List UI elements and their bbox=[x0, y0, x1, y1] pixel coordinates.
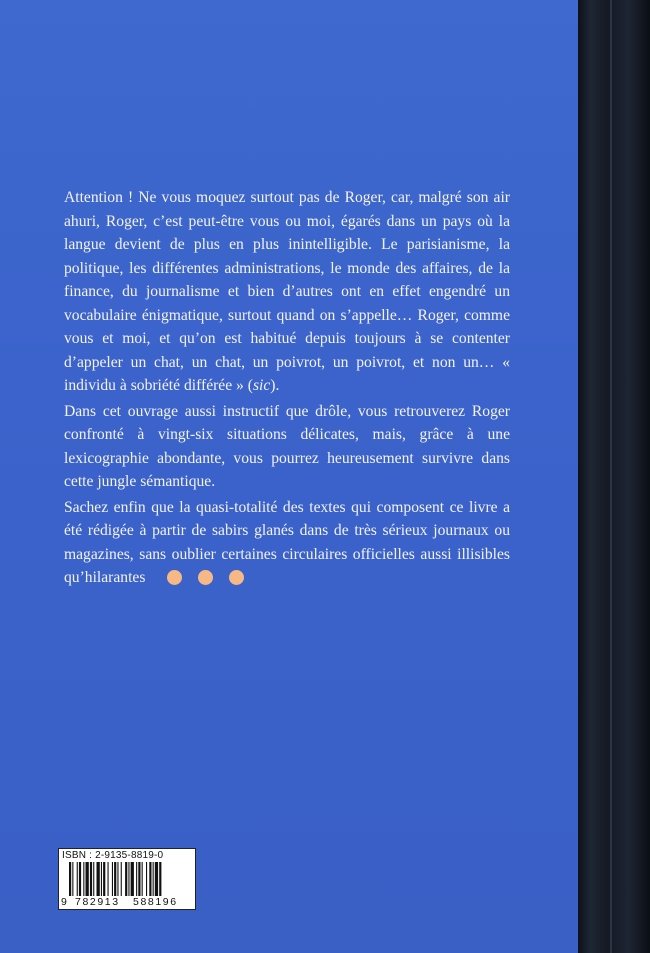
sic-word: sic bbox=[252, 377, 271, 394]
blurb-paragraph-3 bbox=[64, 496, 510, 591]
dot-icon bbox=[198, 570, 213, 585]
sic-after: ). bbox=[270, 377, 280, 394]
blurb-paragraph-1-text: Attention ! Ne vous moquez surtout pas de Roger, car, malgré son air ahuri, Roger, c’est peut-être vous ou moi, égarés dans un pays où la langue devient de plus en plus inintelligible. Le parisianisme, la politique, les différentes administrations, le monde des affaires, de la finance, du journalisme et bien d’autres ont en effet engendré un vocabulaire énigmatique, surtout quand on s’appelle… Roger, comme vous et moi, et qu’on est habitué depuis toujours à se contenter d’appeler un chat, un chat, un poivrot, un poivrot, et non un… « individu à sobriété différée » ( bbox=[64, 189, 510, 394]
book-spine bbox=[578, 0, 650, 953]
blurb-paragraph-3-text: Sachez enfin que la quasi-totalité des textes qui composent ce livre a été rédigée à partir de sabirs glanés dans de très sérieux journaux ou magazines, sans oublier certaines circulaires officielles aussi illisibles qu’hilarantes bbox=[64, 498, 510, 586]
barcode-icon bbox=[69, 862, 191, 896]
dot-icon bbox=[167, 570, 182, 585]
spine-edge bbox=[610, 0, 612, 953]
back-cover-blurb bbox=[64, 186, 510, 592]
dot-icon bbox=[229, 570, 244, 585]
barcode-left-group: 782913 bbox=[75, 896, 120, 908]
barcode-right-group: 588196 bbox=[133, 896, 178, 908]
isbn-text: ISBN : 2-9135-8819-0 bbox=[62, 850, 164, 861]
blurb-paragraph-1 bbox=[64, 186, 510, 398]
barcode-label bbox=[58, 848, 196, 910]
barcode-first-digit: 9 bbox=[61, 896, 67, 908]
blurb-paragraph-2: Dans cet ouvrage aussi instructif que drôle, vous retrouverez Roger confronté à vingt-six situations délicates, mais, grâce à une lexicographie abondante, vous pourrez heureusement survivre dans cette jungle sémantique. bbox=[64, 402, 510, 490]
ellipsis-dots bbox=[151, 567, 244, 591]
